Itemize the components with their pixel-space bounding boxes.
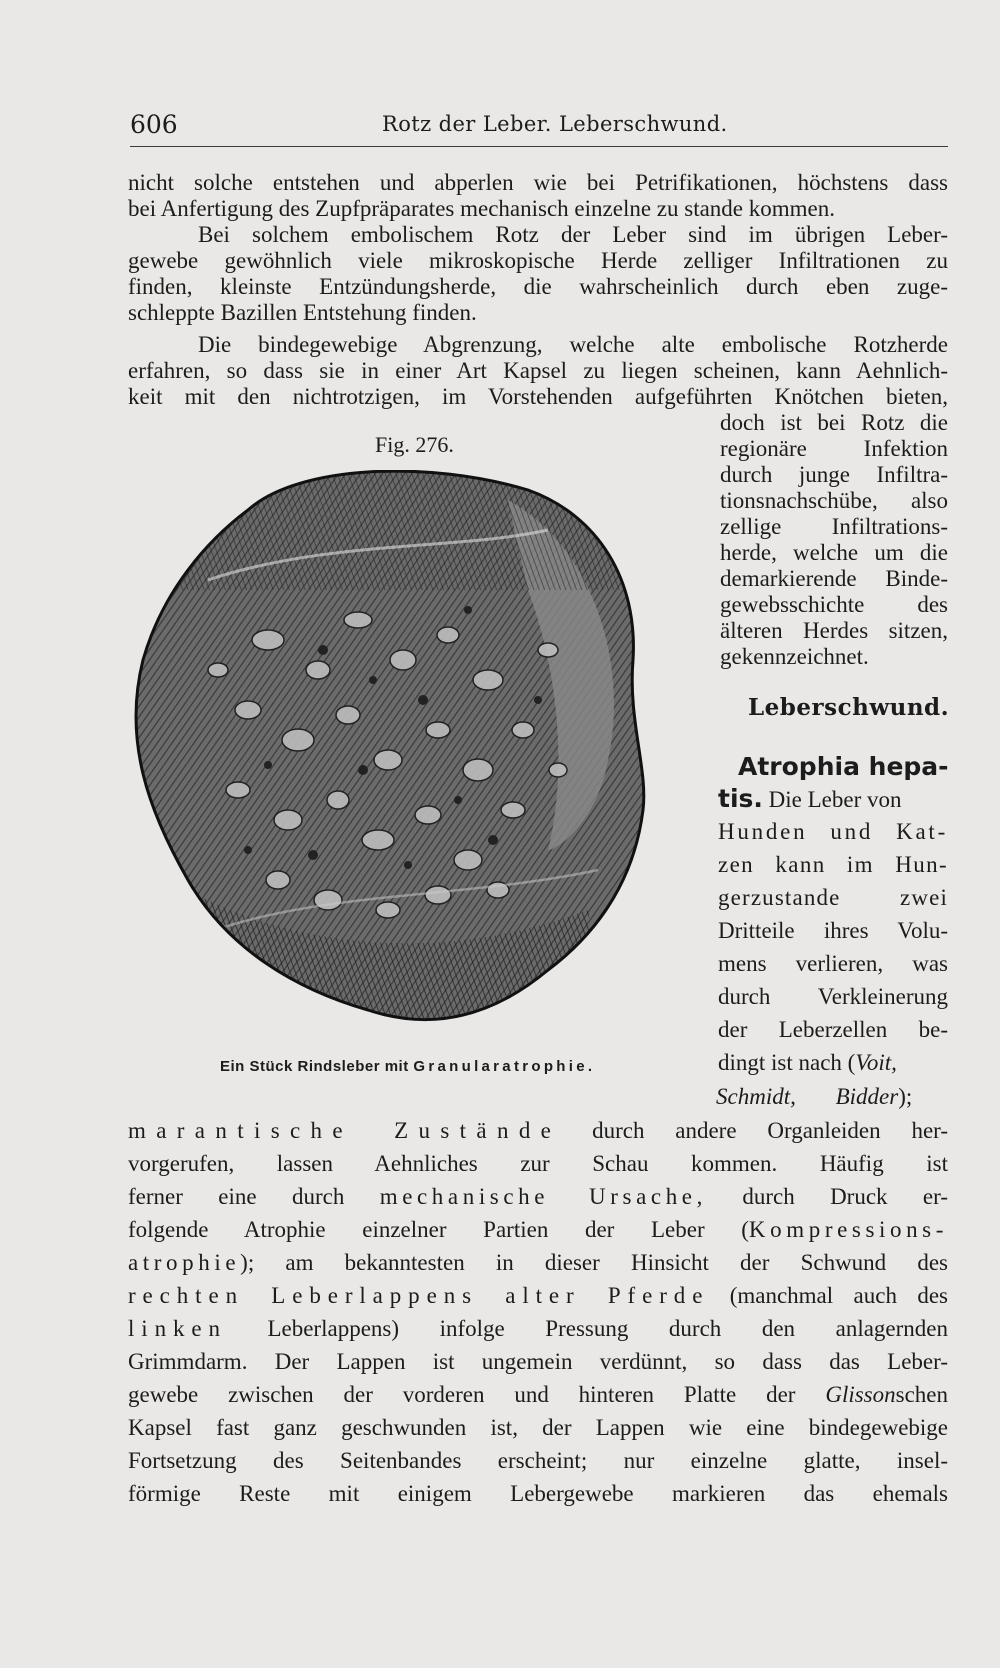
- text-line: gerzustande zwei: [718, 885, 948, 910]
- text-line: durch Verkleinerung: [718, 984, 948, 1009]
- latin-term: Atrophia hepa-: [738, 752, 949, 781]
- text-line: bei Anfertigung des Zupfpräparates mechanisch einzelne zu stande kommen.: [128, 196, 835, 221]
- text-line: Die bindegewebige Abgrenzung, welche alte embolische Rotzherde: [198, 332, 948, 357]
- text-line: [128, 1213, 948, 1246]
- caption-spaced-text: Granularatrophie.: [413, 1058, 596, 1075]
- text-line: zen kann im Hun-: [718, 852, 948, 877]
- text-line: herde, welche um die: [720, 540, 948, 565]
- text-line: mens verlieren, was: [718, 951, 948, 976]
- text-line: regionäre Infektion: [720, 436, 948, 461]
- text-line: gewebe gewöhnlich viele mikroskopische Herde zelliger Infiltrationen zu: [128, 248, 948, 273]
- text-line: gewebsschichte des: [720, 592, 948, 617]
- text-line: [128, 1246, 948, 1279]
- text-fragment: ferner eine durch: [128, 1184, 345, 1209]
- text-line: nicht solche entstehen und abperlen wie bei Petrifikationen, höchstens dass: [128, 170, 948, 195]
- section-heading: Leberschwund.: [748, 694, 950, 721]
- header-rule: [130, 146, 948, 147]
- page-number: 606: [130, 110, 178, 139]
- latin-term-end: tis.: [718, 784, 763, 813]
- text-fragment: );: [898, 1084, 913, 1109]
- text-fragment: ); am bekanntesten in dieser Hinsicht der Schwund des: [240, 1250, 948, 1275]
- text-line: tionsnachschübe, also: [720, 488, 948, 513]
- running-title: Rotz der Leber. Leberschwund.: [382, 112, 728, 136]
- text-line: Fortsetzung des Seitenbandes erscheint; nur einzelne glatte, insel-: [128, 1448, 948, 1473]
- text-line: demarkierende Binde-: [720, 566, 948, 591]
- text-line: der Leberzellen be-: [718, 1017, 948, 1042]
- text-line: erfahren, so dass sie in einer Art Kapsel zu liegen scheinen, kann Aehnlich-: [128, 358, 948, 383]
- spaced-term: linken: [128, 1316, 227, 1341]
- spaced-term: mechanische Ursache,: [379, 1184, 707, 1209]
- text-line: zellige Infiltrations-: [720, 514, 948, 539]
- text-fragment: [825, 1382, 948, 1407]
- text-fragment: gewebe zwischen der vorderen und hinteren Platte der: [128, 1382, 796, 1407]
- text-line: durch junge Infiltra-: [720, 462, 948, 487]
- proper-name: Glisson: [825, 1382, 896, 1407]
- text-fragment: folgende Atrophie einzelner Partien der Leber (: [128, 1217, 749, 1242]
- text-line: Hunden und Kat-: [718, 819, 948, 844]
- text-line: [128, 1180, 948, 1213]
- text-line: keit mit den nichtrotzigen, im Vorstehenden aufgeführten Knötchen bieten,: [128, 384, 948, 409]
- text-fragment: Die Leber von: [768, 787, 902, 812]
- text-fragment: schen: [895, 1382, 948, 1407]
- text-line: gekennzeichnet.: [720, 644, 869, 669]
- text-line: [128, 1312, 948, 1345]
- spaced-term: Kompressions-: [748, 1217, 948, 1242]
- text-line: [128, 1279, 948, 1312]
- text-fragment: Leberlappens) infolge Pressung durch den anlagernden: [267, 1316, 949, 1341]
- text-fragment: (manchmal auch des: [729, 1283, 949, 1308]
- text-line: schleppte Bazillen Entstehung finden.: [128, 300, 477, 325]
- author-name: Bidder: [835, 1084, 899, 1109]
- text-line: förmige Reste mit einigem Lebergewebe markieren das ehemals: [128, 1481, 948, 1506]
- text-fragment: durch Druck er-: [742, 1184, 948, 1209]
- spaced-term: atrophie: [128, 1250, 241, 1275]
- text-fragment: durch andere Organleiden her-: [592, 1118, 949, 1143]
- text-line: finden, kleinste Entzündungsherde, die wahrscheinlich durch eben zuge-: [128, 274, 948, 299]
- figure-caption: [220, 1058, 595, 1075]
- author-name: Voit,: [855, 1050, 897, 1075]
- text-line: [718, 1048, 948, 1078]
- liver-illustration: [128, 470, 690, 1050]
- caption-text: Ein Stück Rindsleber mit: [220, 1058, 409, 1075]
- text-line: Dritteile ihres Volu-: [718, 918, 948, 943]
- text-line: [128, 1378, 948, 1411]
- text-line: [716, 1082, 948, 1112]
- text-line: [128, 1114, 948, 1147]
- text-line: doch ist bei Rotz die: [720, 410, 948, 435]
- text-line: vorgerufen, lassen Aehnliches zur Schau kommen. Häufig ist: [128, 1151, 948, 1176]
- text-line: Kapsel fast ganz geschwunden ist, der Lappen wie eine bindegewebige: [128, 1415, 948, 1440]
- spaced-term: marantische Zustände: [128, 1118, 562, 1143]
- page-header: [130, 110, 948, 146]
- text-fragment: dingt ist nach (: [718, 1050, 856, 1075]
- spaced-term: rechten Leberlappens alter Pferde: [128, 1283, 710, 1308]
- text-line: [718, 784, 948, 814]
- text-line: Grimmdarm. Der Lappen ist ungemein verdünnt, so dass das Leber-: [128, 1349, 948, 1374]
- figure-label: Fig. 276.: [375, 432, 454, 457]
- text-line: Bei solchem embolischem Rotz der Leber sind im übrigen Leber-: [198, 222, 948, 247]
- author-name: Schmidt,: [716, 1084, 796, 1109]
- text-line: älteren Herdes sitzen,: [720, 618, 948, 643]
